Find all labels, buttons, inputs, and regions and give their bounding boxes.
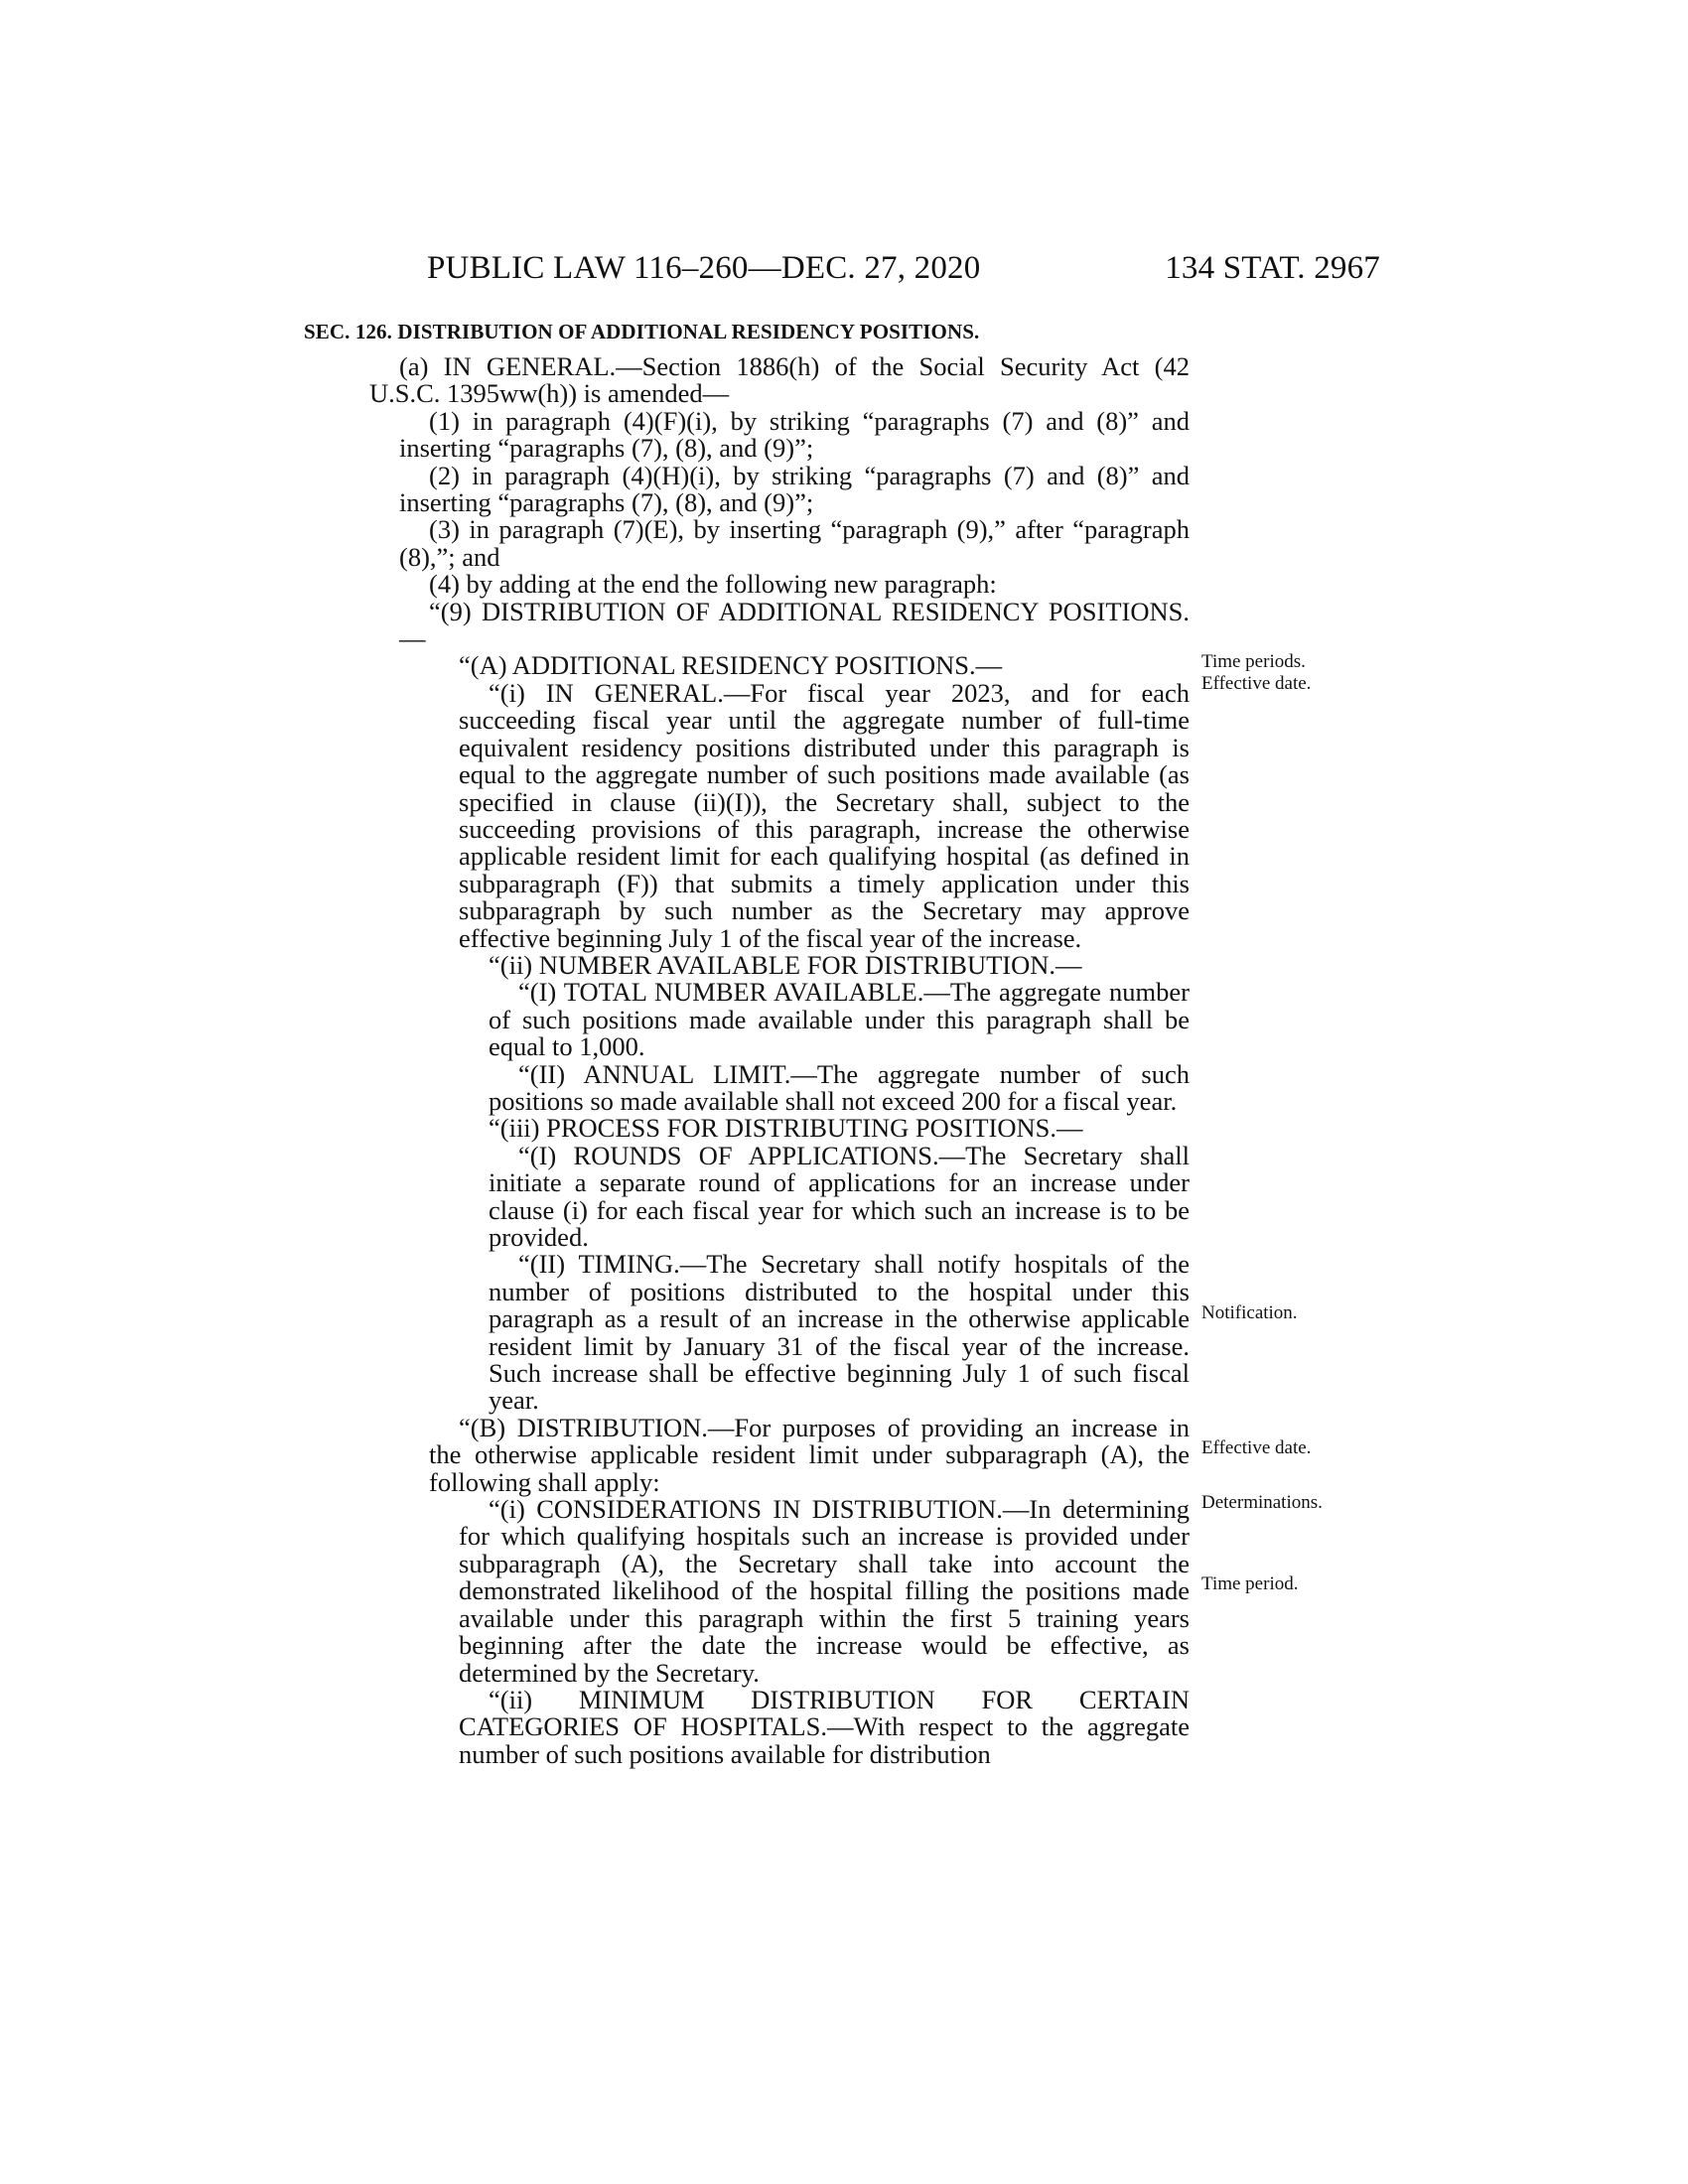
public-law-citation: PUBLIC LAW 116–260—DEC. 27, 2020 [427, 250, 981, 286]
margin-note-effective-date: Effective date. [1201, 673, 1312, 694]
section-title: SEC. 126. DISTRIBUTION OF ADDITIONAL RESIDENCY POSITIONS. [304, 320, 980, 343]
subparagraph-b: “(B) DISTRIBUTION.—For purposes of providing an increase in the otherwise applicable resident limit under subparagraph (A), the following shall apply: [429, 1412, 1190, 1497]
amendment-item-1: (1) in paragraph (4)(F)(i), by striking “paragraphs (7) and (8)” and inserting “paragraphs (7), (8), and (9)”; [399, 405, 1190, 464]
subclause-a-ii-i: “(I) TOTAL NUMBER AVAILABLE.—The aggregate number of such positions made available under this paragraph shall be equal to 1,000. [489, 977, 1190, 1062]
subclause-a-ii-ii: “(II) ANNUAL LIMIT.—The aggregate number of such positions so made available shall not exceed 200 for a fiscal year. [489, 1058, 1190, 1116]
subsection-a-intro: (a) IN GENERAL.—Section 1886(h) of the Social Security Act (42 U.S.C. 1395ww(h)) is amended— [369, 351, 1190, 409]
margin-note-time-period: Time period. [1201, 1573, 1299, 1594]
margin-note-time-periods: Time periods. [1201, 651, 1306, 672]
amendment-item-3: (3) in paragraph (7)(E), by inserting “paragraph (9),” after “paragraph (8),”; and [399, 514, 1190, 572]
subparagraph-a-heading: “(A) ADDITIONAL RESIDENCY POSITIONS.— [459, 650, 1003, 681]
margin-note-notification: Notification. [1201, 1302, 1298, 1323]
stat-page-number: 134 STAT. 2967 [1165, 250, 1380, 286]
amendment-item-2: (2) in paragraph (4)(H)(i), by striking “paragraphs (7) and (8)” and inserting “paragraphs (7), (8), and (9)”; [399, 460, 1190, 518]
margin-note-effective-date-2: Effective date. [1201, 1437, 1312, 1458]
clause-b-i: “(i) CONSIDERATIONS IN DISTRIBUTION.—In determining for which qualifying hospitals such an increase is provided under subparagraph (A), the Secretary shall take into account the demonstrated likelihood of the hospital filling the positions made available under this paragraph within the first 5 training years beginning after the date the increase would be effective, as determined by the Secretary. [459, 1494, 1190, 1688]
section-body [369, 353, 1190, 1768]
page-header [427, 250, 1380, 290]
subclause-a-iii-ii: “(II) TIMING.—The Secretary shall notify hospitals of the number of positions distributed to the hospital under this paragraph as a result of an increase in the otherwise applicable resident limit by January 31 of the fiscal year of the increase. Such increase shall be effective beginning July 1 of such fiscal year. [489, 1249, 1190, 1416]
clause-b-ii: “(ii) MINIMUM DISTRIBUTION FOR CERTAIN CATEGORIES OF HOSPITALS.—With respect to the aggregate number of such positions available for distribution [459, 1684, 1190, 1769]
clause-a-iii-heading: “(iii) PROCESS FOR DISTRIBUTING POSITIONS.— [489, 1113, 1083, 1144]
clause-a-i: “(i) IN GENERAL.—For fiscal year 2023, and for each succeeding fiscal year until the aggregate number of full-time equivalent residency positions distributed under this paragraph is equal to the aggregate number of such positions made available (as specified in clause (ii)(I)), the Secretary shall, subject to the succeeding provisions of this paragraph, increase the otherwise applicable resident limit for each qualifying hospital (as defined in subparagraph (F)) that submits a timely application under this subparagraph by such number as the Secretary may approve effective beginning July 1 of the fiscal year of the increase. [459, 677, 1190, 953]
subclause-a-iii-i: “(I) ROUNDS OF APPLICATIONS.—The Secretary shall initiate a separate round of applications for an increase under clause (i) for each fiscal year for which such an increase is to be provided. [489, 1140, 1190, 1252]
amendment-item-4: (4) by adding at the end the following new paragraph: [429, 569, 997, 600]
paragraph-9-heading: “(9) DISTRIBUTION OF ADDITIONAL RESIDENCY POSITIONS.— [399, 596, 1190, 654]
margin-note-determinations: Determinations. [1201, 1492, 1323, 1513]
clause-a-ii-heading: “(ii) NUMBER AVAILABLE FOR DISTRIBUTION.— [489, 949, 1082, 980]
